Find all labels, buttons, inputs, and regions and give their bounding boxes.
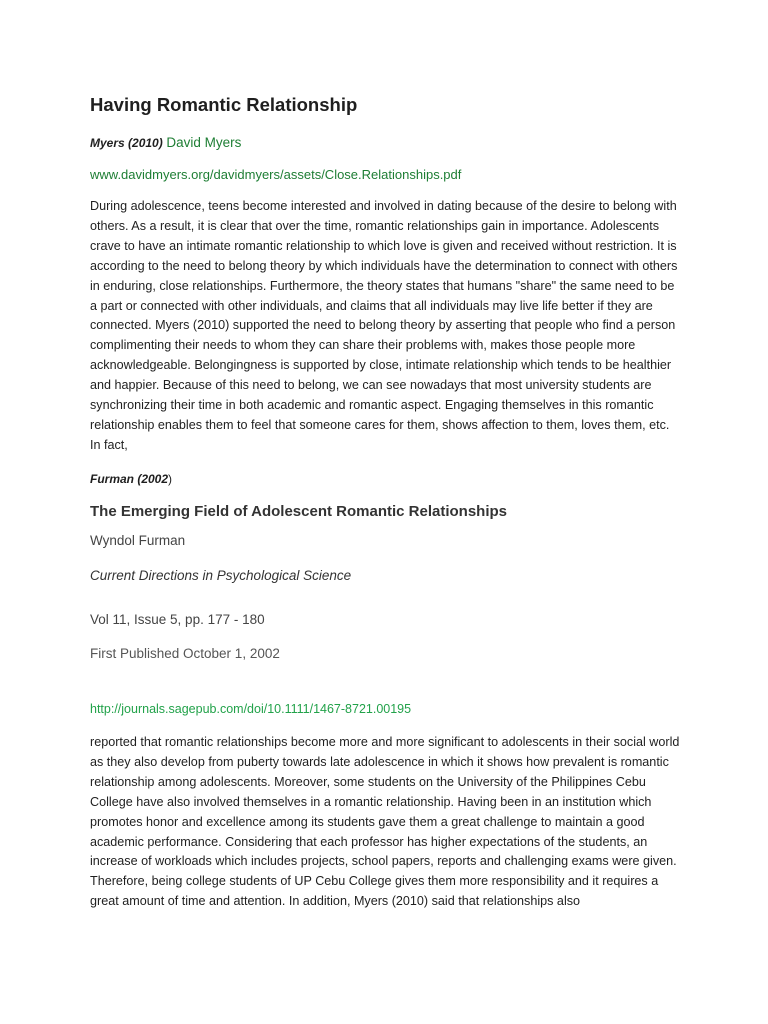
journal-name: Current Directions in Psychological Science bbox=[90, 568, 352, 583]
citation-author-link[interactable]: David Myers bbox=[166, 135, 242, 150]
citation-myers bbox=[90, 135, 241, 150]
body-paragraph-1: During adolescence, teens become interested and involved in dating because of the desire to belong with others. As a result, it is clear that over the time, romantic relationships gain in importance. Adolescents crave to have an intimate romantic relationship to which love is given and received without restriction. It is according to the need to belong theory by which individuals have the determination to connect with others in enduring, close relationships. Furthermore, the theory states that humans "share" the same need to be a part or connected with other individuals, and claims that all individuals may live life better if they are connected. Myers (2010) supported the need to belong theory by asserting that people who find a person complimenting their needs to whom they can share their problems with, makes those people more acknowledgeable. Belongingness is supported by close, intimate relationship which tends to be healthier and happier. Because of this need to belong, we can see nowadays that most university students are synchronizing their time in both academic and romantic aspect. Engaging themselves in this romantic relationship enables them to feel that someone cares for them, shows affection to them, loves them, etc. In fact, bbox=[90, 199, 678, 452]
volume-info: Vol 11, Issue 5, pp. 177 - 180 bbox=[90, 612, 265, 627]
page-title: Having Romantic Relationship bbox=[90, 94, 358, 115]
citation-furman bbox=[90, 472, 172, 486]
citation-author-year: Myers (2010) bbox=[90, 136, 163, 150]
article-author: Wyndol Furman bbox=[90, 533, 186, 548]
citation-close-paren: ) bbox=[168, 472, 173, 486]
publication-date: First Published October 1, 2002 bbox=[90, 646, 280, 661]
body-paragraph-2: reported that romantic relationships become more and more significant to adolescents in their social world as they also develop from puberty towards late adolescence in which it shows how prevalent is romantic relationship among adolescents. Moreover, some students on the University of the Philippines Cebu College have also involved themselves in a romantic relationship. Having been in an institution which promotes honor and excellence among its students gave them a great challenge to maintain a good academic performance. Considering that each professor has higher expectations of the students, an increase of workloads which includes projects, school papers, reports and challenging exams were given. Therefore, being college students of UP Cebu College gives them more responsibility and it requires a great amount of time and attention. In addition, Myers (2010) said that relationships also bbox=[90, 735, 680, 909]
citation-author-year: Furman (2002 bbox=[90, 472, 169, 486]
article-url-link[interactable]: http://journals.sagepub.com/doi/10.1111/1467-8721.00195 bbox=[90, 702, 412, 716]
citation-url-link[interactable]: www.davidmyers.org/davidmyers/assets/Close.Relationships.pdf bbox=[90, 167, 462, 182]
article-title: The Emerging Field of Adolescent Romantic Relationships bbox=[90, 503, 507, 520]
